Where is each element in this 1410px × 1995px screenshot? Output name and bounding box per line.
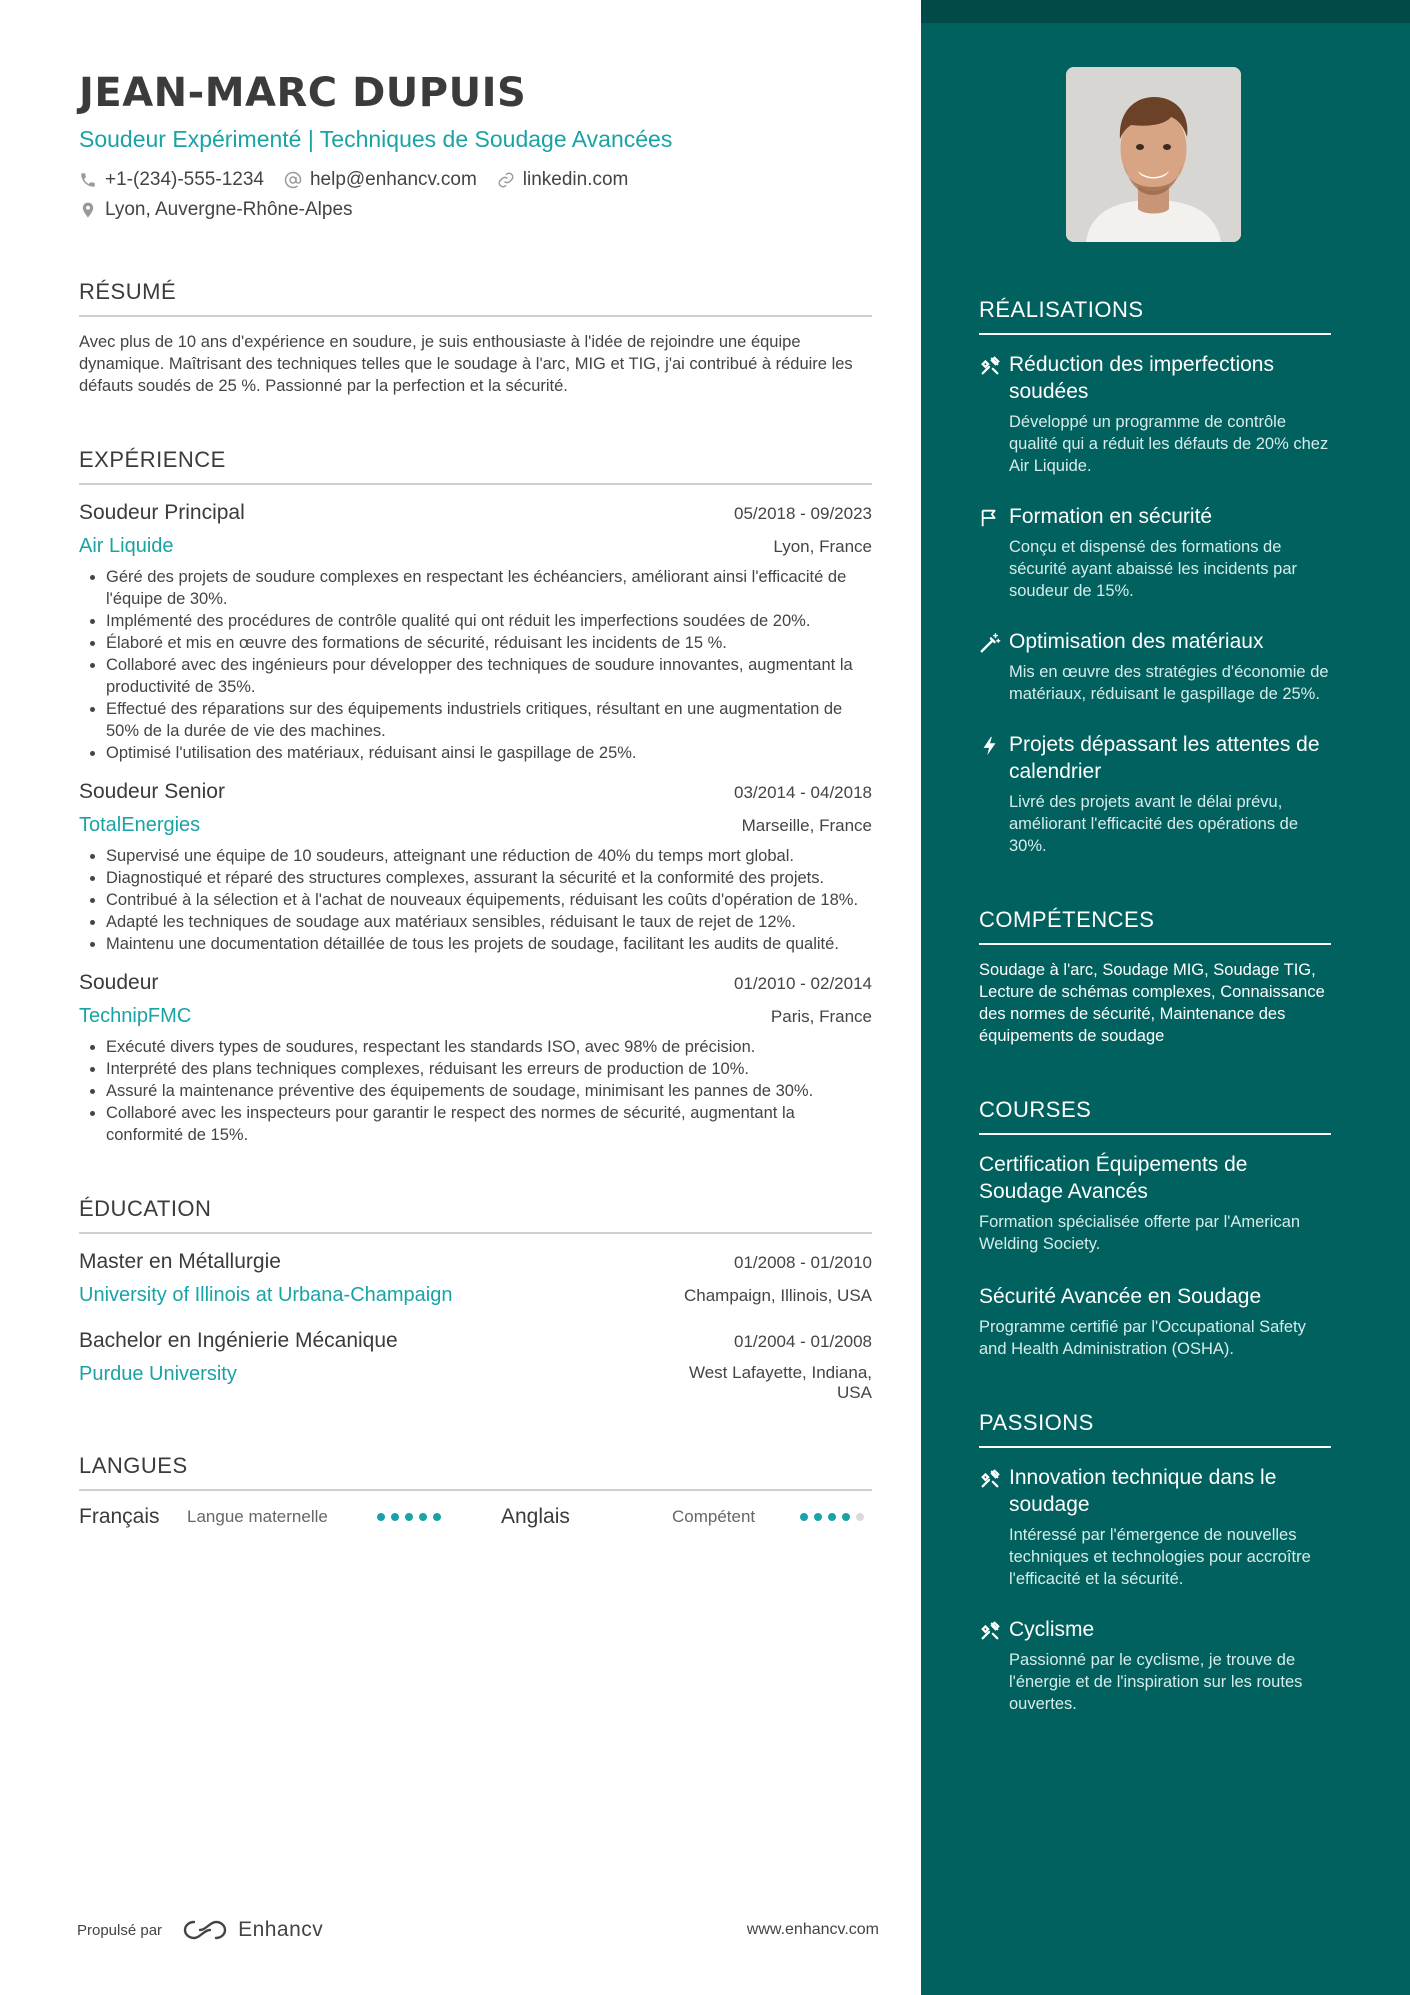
achievement-title: Projets dépassant les attentes de calendrier — [1009, 733, 1320, 783]
link-icon — [497, 171, 515, 189]
avatar-icon — [1066, 67, 1241, 242]
main-content — [79, 70, 872, 1529]
enhancv-logo-icon — [182, 1918, 228, 1942]
passions-heading: PASSIONS — [979, 1410, 1331, 1448]
education-entry — [79, 1250, 872, 1307]
job-bullets — [106, 1036, 872, 1146]
enhancv-brand: Enhancv — [238, 1918, 324, 1941]
experience-section — [79, 447, 872, 1146]
languages-row — [79, 1505, 872, 1529]
bullet-item: • Élaboré et mis en œuvre des formations de sécurité, réduisant les incidents de 15 %. — [106, 632, 872, 654]
phone-text: +1-(234)-555-1234 — [105, 169, 264, 190]
achievement-title: Optimisation des matériaux — [1009, 630, 1264, 653]
languages-heading: LANGUES — [79, 1453, 872, 1491]
tools-icon — [979, 1620, 1001, 1642]
job-entry — [79, 501, 872, 764]
sidebar-content — [979, 297, 1331, 1715]
course-item — [979, 1283, 1331, 1360]
at-icon — [284, 171, 302, 189]
achievement-desc: Développé un programme de contrôle qualité qui a réduit les défauts de 20% chez Air Liquide. — [1009, 413, 1329, 475]
job-entry — [79, 780, 872, 955]
passion-title: Innovation technique dans le soudage — [1009, 1466, 1277, 1516]
job-company: Air Liquide — [79, 535, 174, 557]
contact-phone[interactable] — [79, 169, 264, 191]
bullet-item: • Interprété des plans techniques complexes, réduisant les erreurs de production de 10%. — [106, 1058, 872, 1080]
rating-dot — [391, 1513, 399, 1521]
school-name: Purdue University — [79, 1363, 237, 1385]
job-date: 05/2018 - 09/2023 — [733, 504, 872, 523]
job-date: 01/2010 - 02/2014 — [733, 974, 872, 993]
bullet-item: • Exécuté divers types de soudures, respectant les standards ISO, avec 98% de précision. — [106, 1036, 872, 1058]
courses-section — [979, 1097, 1331, 1360]
course-title: Certification Équipements de Soudage Avancés — [979, 1153, 1248, 1203]
job-location: Paris, France — [770, 1007, 872, 1026]
tools-icon — [979, 355, 1001, 377]
school-location — [689, 1363, 872, 1403]
language-level: Langue maternelle — [187, 1507, 328, 1526]
job-title: Soudeur Senior — [79, 780, 225, 803]
education-entry — [79, 1329, 872, 1403]
course-desc: Formation spécialisée offerte par l'American Welding Society. — [979, 1213, 1301, 1253]
bullet-item: • Implémenté des procédures de contrôle qualité qui ont réduit les imperfections soudées de 20%. — [106, 610, 872, 632]
achievement-item — [979, 503, 1331, 602]
achievement-desc: Livré des projets avant le délai prévu, améliorant l'efficacité des opérations de 30%. — [1009, 793, 1299, 855]
education-heading: ÉDUCATION — [79, 1196, 872, 1234]
linkedin-text: linkedin.com — [522, 169, 629, 190]
bullet-item: • Collaboré avec des ingénieurs pour développer des techniques de soudure innovantes, augmentant la productivité de 35%. — [106, 654, 872, 698]
achievement-item — [979, 351, 1331, 477]
language-name: Anglais — [501, 1505, 570, 1528]
achievement-title: Formation en sécurité — [1009, 505, 1213, 528]
job-title: Soudeur Principal — [79, 501, 245, 524]
passion-item — [979, 1464, 1331, 1590]
contact-row — [79, 169, 872, 191]
bullet-item: • Contribué à la sélection et à l'achat de nouveaux équipements, réduisant les coûts d'opération de 18%. — [106, 889, 872, 911]
rating-dot — [419, 1513, 427, 1521]
bullet-item: • Collaboré avec les inspecteurs pour garantir le respect des normes de sécurité, augmentant la conformité de 15%. — [106, 1102, 872, 1146]
language-name: Français — [79, 1505, 160, 1528]
language-rating — [800, 1513, 870, 1521]
achievements-heading: RÉALISATIONS — [979, 297, 1331, 335]
bullet-item: • Maintenu une documentation détaillée de tous les projets de soudage, facilitant les audits de qualité. — [106, 933, 872, 955]
courses-heading: COURSES — [979, 1097, 1331, 1135]
job-entry — [79, 971, 872, 1146]
footer-website[interactable]: www.enhancv.com — [746, 1921, 879, 1938]
skills-heading: COMPÉTENCES — [979, 907, 1331, 945]
location-pin-icon — [79, 201, 97, 219]
phone-icon — [79, 171, 97, 189]
rating-dot — [405, 1513, 413, 1521]
rating-dot — [800, 1513, 808, 1521]
summary-text: Avec plus de 10 ans d'expérience en soudure, je suis enthousiaste à l'idée de rejoindre une équipe dynamique. Maîtrisant des techniques telles que le soudage à l'arc, MIG et TIG, j'ai contribué à réduire les défauts soudés de 25 %. Passionné par la perfection et la sécurité. — [79, 333, 853, 395]
job-bullets — [106, 845, 872, 955]
powered-by-text: Propulsé par — [77, 1921, 163, 1939]
school-name: University of Illinois at Urbana-Champaign — [79, 1284, 453, 1306]
skills-section — [979, 907, 1331, 1047]
summary-heading: RÉSUMÉ — [79, 279, 872, 317]
course-item — [979, 1151, 1331, 1255]
wand-icon — [979, 632, 1001, 654]
bullet-item: • Diagnostiqué et réparé des structures complexes, assurant la sécurité et la conformité des projets. — [106, 867, 872, 889]
degree-title: Bachelor en Ingénierie Mécanique — [79, 1329, 398, 1352]
experience-heading: EXPÉRIENCE — [79, 447, 872, 485]
job-location: Marseille, France — [741, 816, 872, 835]
degree-title: Master en Métallurgie — [79, 1250, 281, 1273]
summary-section — [79, 279, 872, 397]
achievement-title: Réduction des imperfections soudées — [1009, 353, 1274, 403]
tools-icon — [979, 1468, 1001, 1490]
rating-dot — [433, 1513, 441, 1521]
bullet-item: • Assuré la maintenance préventive des équipements de soudage, minimisant les pannes de 30%. — [106, 1080, 872, 1102]
footer — [77, 1918, 879, 1942]
candidate-name: JEAN-MARC DUPUIS — [79, 70, 527, 116]
contact-location — [79, 199, 353, 221]
school-location: Champaign, Illinois, USA — [683, 1286, 872, 1305]
passion-title: Cyclisme — [1009, 1618, 1095, 1641]
education-section — [79, 1196, 872, 1403]
achievements-section — [979, 297, 1331, 857]
rating-dot — [856, 1513, 864, 1521]
contact-email[interactable] — [284, 169, 477, 191]
contact-linkedin[interactable] — [497, 169, 629, 191]
location-text: Lyon, Auvergne-Rhône-Alpes — [105, 199, 353, 220]
achievement-item — [979, 731, 1331, 857]
flag-icon — [979, 507, 1001, 529]
education-date: 01/2008 - 01/2010 — [733, 1253, 872, 1272]
job-date: 03/2014 - 04/2018 — [733, 783, 872, 802]
course-desc: Programme certifié par l'Occupational Safety and Health Administration (OSHA). — [979, 1318, 1306, 1358]
skills-text: Soudage à l'arc, Soudage MIG, Soudage TIG, Lecture de schémas complexes, Connaissance des normes de sécurité, Maintenance des équipements de soudage — [979, 961, 1325, 1045]
contact-row-location — [79, 199, 872, 221]
education-date: 01/2004 - 01/2008 — [733, 1332, 872, 1351]
passion-desc: Intéressé par l'émergence de nouvelles techniques et technologies pour accroître l'efficacité et la sécurité. — [1009, 1526, 1311, 1588]
job-company: TotalEnergies — [79, 814, 201, 836]
bolt-icon — [979, 735, 1001, 757]
achievement-desc: Mis en œuvre des stratégies d'économie de matériaux, réduisant le gaspillage de 25%. — [1009, 663, 1329, 703]
languages-section — [79, 1453, 872, 1529]
footer-branding — [77, 1918, 323, 1942]
rating-dot — [814, 1513, 822, 1521]
job-bullets — [106, 566, 872, 764]
bullet-item: • Optimisé l'utilisation des matériaux, réduisant ainsi le gaspillage de 25%. — [106, 742, 872, 764]
email-text: help@enhancv.com — [309, 169, 477, 190]
rating-dot — [828, 1513, 836, 1521]
job-title: Soudeur — [79, 971, 159, 994]
passion-desc: Passionné par le cyclisme, je trouve de l'énergie et de l'inspiration sur les routes ouvertes. — [1009, 1651, 1303, 1713]
bullet-item: • Géré des projets de soudure complexes en respectant les échéanciers, améliorant ainsi l'efficacité de l'équipe de 30%. — [106, 566, 872, 610]
language-level: Compétent — [672, 1507, 756, 1526]
profile-photo — [1066, 67, 1241, 242]
rating-dot — [842, 1513, 850, 1521]
sidebar — [921, 0, 1410, 1995]
sidebar-top-bar — [921, 0, 1410, 23]
bullet-item: • Adapté les techniques de soudage aux matériaux sensibles, réduisant le taux de rejet de 12%. — [106, 911, 872, 933]
language-rating — [377, 1513, 501, 1521]
job-location: Lyon, France — [773, 537, 872, 556]
school-location-line1: West Lafayette, Indiana, — [688, 1363, 872, 1382]
school-location-line2: USA — [837, 1383, 872, 1402]
job-company: TechnipFMC — [79, 1005, 192, 1027]
passion-item — [979, 1616, 1331, 1715]
enhancv-logo[interactable] — [182, 1918, 323, 1942]
bullet-item: • Effectué des réparations sur des équipements industriels critiques, résultant en une augmentation de 50% de la durée de vie des machines. — [106, 698, 872, 742]
passions-section — [979, 1410, 1331, 1715]
rating-dot — [377, 1513, 385, 1521]
bullet-item: • Supervisé une équipe de 10 soudeurs, atteignant une réduction de 40% du temps mort global. — [106, 845, 872, 867]
candidate-headline: Soudeur Expérimenté | Techniques de Soudage Avancées — [79, 126, 673, 152]
achievement-item — [979, 628, 1331, 705]
achievement-desc: Conçu et dispensé des formations de sécurité ayant abaissé les incidents par soudeur de 15%. — [1009, 538, 1297, 600]
course-title: Sécurité Avancée en Soudage — [979, 1285, 1262, 1308]
